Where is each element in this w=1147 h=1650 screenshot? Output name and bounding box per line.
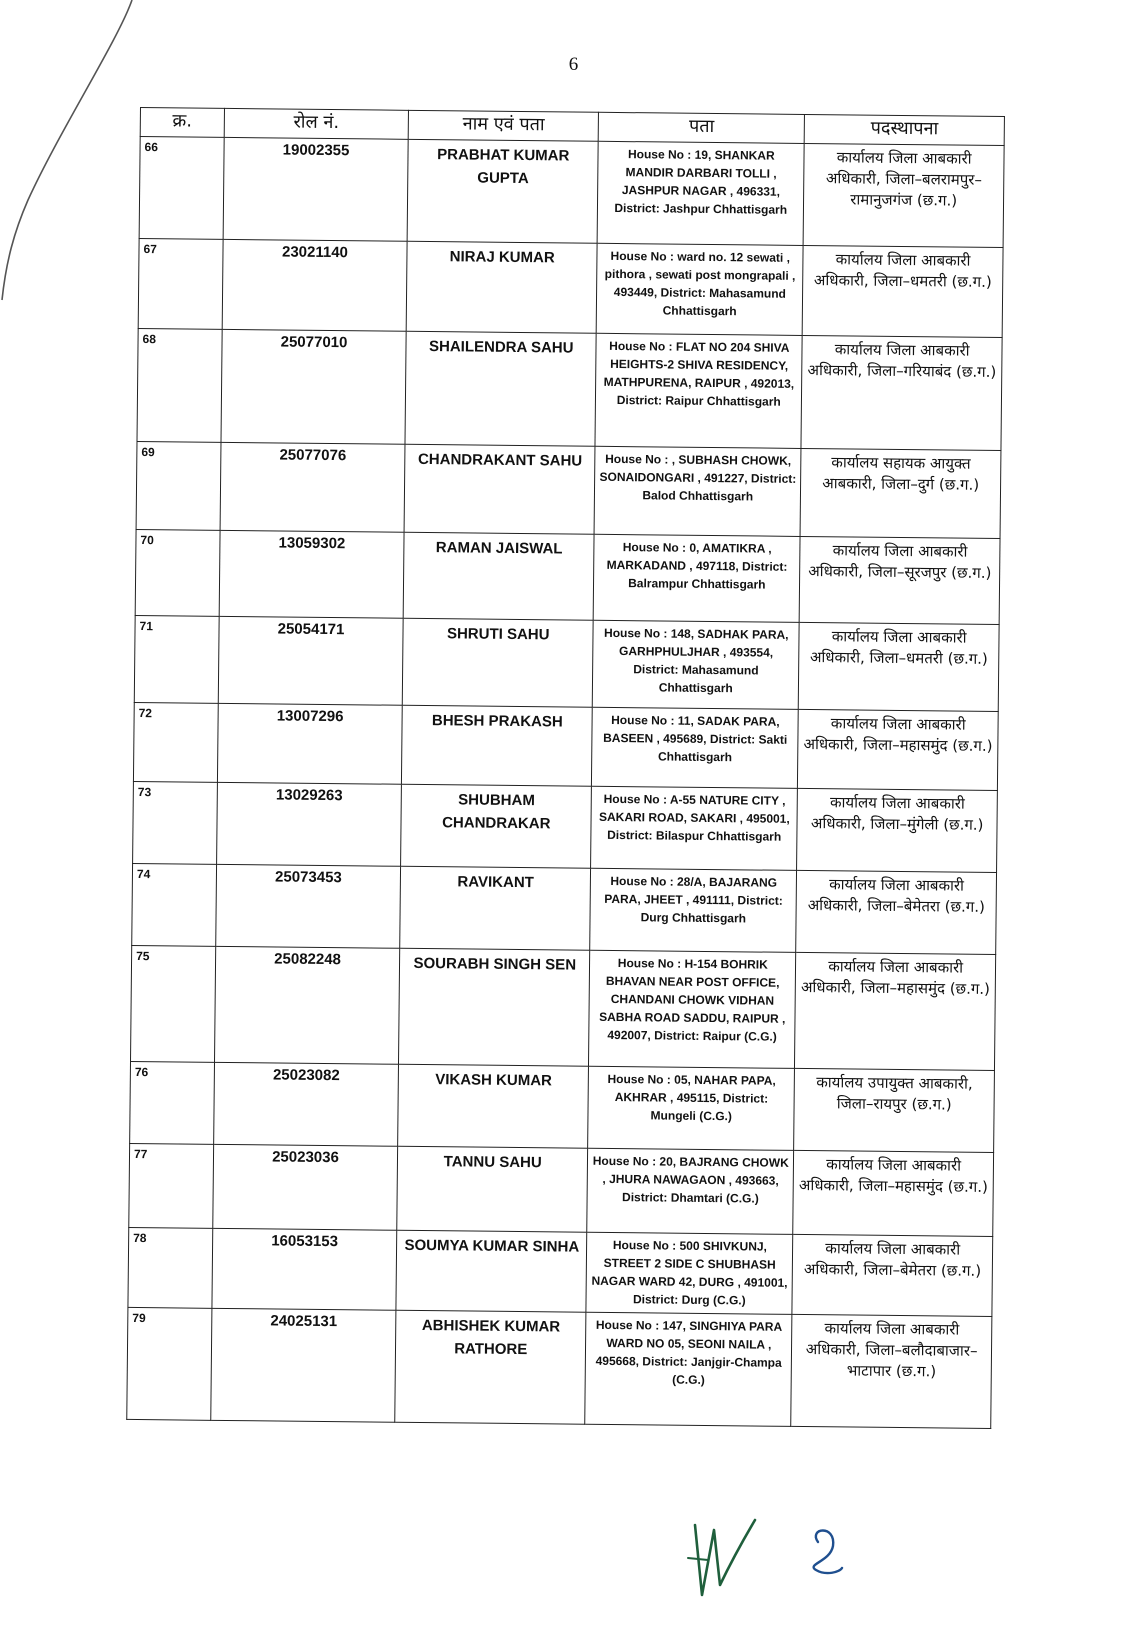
handwritten-signatures xyxy=(680,1500,880,1610)
roll-number-cell: 25082248 xyxy=(214,946,400,1064)
candidate-name-cell: PRABHAT KUMAR GUPTA xyxy=(407,139,598,243)
table-row xyxy=(133,781,998,872)
header-name-address: नाम एवं पता xyxy=(408,110,598,141)
address-cell: House No : A-55 NATURE CITY , SAKARI ROAD, SAKARI , 495001, District: Bilaspur Chhattisgarh xyxy=(591,786,798,870)
roll-number-cell: 19002355 xyxy=(223,137,409,241)
address-cell: House No : H-154 BOHRIK BHAVAN NEAR POST OFFICE, CHANDANI CHOWK VIDHAN SABHA ROAD SADDU, RAIPUR , 492007, District: Raipur (C.G.) xyxy=(589,950,796,1068)
address-cell: House No : 20, BAJRANG CHOWK , JHURA NAWAGAON , 493663, District: Dhamtari (C.G.) xyxy=(587,1148,794,1234)
address-cell: House No : 500 SHIVKUNJ, STREET 2 SIDE C SHUBHASH NAGAR WARD 42, DURG , 491001, District: Durg (C.G.) xyxy=(586,1232,793,1314)
serial-cell: 78 xyxy=(128,1227,213,1308)
roll-number-cell: 13059302 xyxy=(219,530,404,618)
posting-cell: कार्यालय उपायुक्त आबकारी, जिला–रायपुर (छ.ग.) xyxy=(794,1068,995,1152)
header-posting: पदस्थापना xyxy=(804,114,1004,145)
roll-number-cell: 13007296 xyxy=(217,703,402,784)
table-row xyxy=(136,441,1001,538)
candidate-name-cell: RAMAN JAISWAL xyxy=(403,532,594,620)
posting-cell: कार्यालय जिला आबकारी अधिकारी, जिला–महासमुंद (छ.ग.) xyxy=(798,709,998,790)
roll-number-cell: 24025131 xyxy=(210,1308,396,1422)
serial-cell: 73 xyxy=(133,781,218,864)
posting-cell: कार्यालय जिला आबकारी अधिकारी, जिला–बेमेतरा (छ.ग.) xyxy=(792,1234,992,1316)
page-number: 6 xyxy=(568,54,579,75)
serial-cell: 67 xyxy=(138,238,223,329)
table-row xyxy=(137,328,1002,450)
table-row xyxy=(132,863,997,954)
candidate-name-cell: SOURABH SINGH SEN xyxy=(399,948,590,1066)
table-row xyxy=(128,1227,993,1316)
candidate-name-cell: ABHISHEK KUMAR RATHORE xyxy=(395,1310,586,1424)
table-row xyxy=(127,1307,992,1428)
serial-cell: 68 xyxy=(137,328,222,442)
candidate-name-cell: VIKASH KUMAR xyxy=(398,1064,589,1148)
candidate-name-cell: SHUBHAM CHANDRAKAR xyxy=(401,784,592,868)
table-row xyxy=(134,615,999,711)
candidate-name-cell: BHESH PRAKASH xyxy=(402,705,593,786)
posting-cell: कार्यालय सहायक आयुक्त आबकारी, जिला–दुर्ग (छ.ग.) xyxy=(800,448,1001,538)
candidate-name-cell: CHANDRAKANT SAHU xyxy=(404,444,595,534)
table-row xyxy=(129,1143,994,1236)
serial-cell: 69 xyxy=(136,441,221,530)
address-cell: House No : 147, SINGHIYA PARA WARD NO 05, SEONI NAILA , 495668, District: Janjgir-Champa (C.G.) xyxy=(585,1312,792,1426)
posting-cell: कार्यालय जिला आबकारी अधिकारी, जिला–बलरामपुर–रामानुजगंज (छ.ग.) xyxy=(803,143,1004,247)
candidate-name-cell: SHRUTI SAHU xyxy=(403,618,594,707)
posting-cell: कार्यालय जिला आबकारी अधिकारी, जिला–मुंगेली (छ.ग.) xyxy=(797,788,998,872)
roll-number-cell: 13029263 xyxy=(216,782,401,866)
roll-number-cell: 16053153 xyxy=(212,1228,397,1310)
table-row xyxy=(133,702,998,790)
address-cell: House No : 19, SHANKAR MANDIR DARBARI TOLLI , JASHPUR NAGAR , 496331, District: Jashpur Chhattisgarh xyxy=(597,141,804,245)
address-cell: House No : FLAT NO 204 SHIVA HEIGHTS-2 SHIVA RESIDENCY, MATHPURENA, RAIPUR , 492013, District: Raipur Chhattisgarh xyxy=(595,333,802,448)
address-cell: House No : 0, AMATIKRA , MARKADAND , 497118, District: Balrampur Chhattisgarh xyxy=(593,534,800,622)
serial-cell: 74 xyxy=(132,863,217,946)
posting-cell: कार्यालय जिला आबकारी अधिकारी, जिला–धमतरी (छ.ग.) xyxy=(799,622,1000,711)
candidate-name-cell: TANNU SAHU xyxy=(397,1146,588,1232)
serial-cell: 75 xyxy=(131,945,216,1062)
posting-cell: कार्यालय जिला आबकारी अधिकारी, जिला–बलौदाबाजार–भाटापार (छ.ग.) xyxy=(791,1314,992,1428)
roll-number-cell: 25023036 xyxy=(212,1144,397,1230)
roll-number-cell: 25077010 xyxy=(221,329,407,444)
header-address: पता xyxy=(598,112,804,143)
serial-cell: 76 xyxy=(130,1061,215,1144)
header-roll-number: रोल नं. xyxy=(224,108,409,139)
address-cell: House No : , SUBHASH CHOWK, SONAIDONGARI , 491227, District: Balod Chhattisgarh xyxy=(594,446,801,536)
roll-number-cell: 25054171 xyxy=(218,616,403,705)
posting-cell: कार्यालय जिला आबकारी अधिकारी, जिला–गरियाबंद (छ.ग.) xyxy=(801,335,1002,450)
serial-cell: 77 xyxy=(129,1143,214,1228)
posting-cell: कार्यालय जिला आबकारी अधिकारी, जिला–धमतरी (छ.ग.) xyxy=(802,245,1003,337)
posting-cell: कार्यालय जिला आबकारी अधिकारी, जिला–सूरजपुर (छ.ग.) xyxy=(799,536,1000,624)
address-cell: House No : ward no. 12 sewati , pithora , sewati post mongrapali , 493449, District: Mahasamund Chhattisgarh xyxy=(596,243,803,335)
page-edge-curve xyxy=(0,0,140,340)
address-cell: House No : 05, NAHAR PAPA, AKHRAR , 495115, District: Mungeli (C.G.) xyxy=(588,1066,795,1150)
roll-number-cell: 23021140 xyxy=(222,239,408,331)
roll-number-cell: 25077076 xyxy=(220,442,406,532)
serial-cell: 70 xyxy=(135,529,220,616)
candidate-name-cell: SOUMYA KUMAR SINHA xyxy=(396,1230,587,1312)
serial-cell: 72 xyxy=(133,702,218,782)
serial-cell: 79 xyxy=(127,1307,212,1420)
address-cell: House No : 148, SADHAK PARA, GARHPHULJHAR , 493554, District: Mahasamund Chhattisgarh xyxy=(593,620,800,709)
candidate-name-cell: NIRAJ KUMAR xyxy=(406,241,597,333)
address-cell: House No : 11, SADAK PARA, BASEEN , 495689, District: Sakti Chhattisgarh xyxy=(592,707,799,788)
table-row xyxy=(131,945,996,1070)
posting-cell: कार्यालय जिला आबकारी अधिकारी, जिला–बेमेतरा (छ.ग.) xyxy=(796,870,997,954)
posting-cell: कार्यालय जिला आबकारी अधिकारी, जिला–महासमुंद (छ.ग.) xyxy=(795,952,996,1070)
serial-cell: 71 xyxy=(134,615,219,703)
header-serial: क्र. xyxy=(140,108,224,138)
roll-number-cell: 25073453 xyxy=(215,864,400,948)
table-row xyxy=(139,137,1004,248)
table-row xyxy=(130,1061,995,1152)
candidate-name-cell: SHAILENDRA SAHU xyxy=(405,331,596,446)
table-body xyxy=(127,137,1004,1429)
roll-number-cell: 25023082 xyxy=(213,1062,398,1146)
table-row xyxy=(135,529,1000,624)
table-row xyxy=(138,238,1003,337)
serial-cell: 66 xyxy=(139,137,224,240)
posting-table xyxy=(126,107,1005,1429)
posting-cell: कार्यालय जिला आबकारी अधिकारी, जिला–महासमुंद (छ.ग.) xyxy=(793,1150,994,1236)
address-cell: House No : 28/A, BAJARANG PARA, JHEET , 491111, District: Durg Chhattisgarh xyxy=(590,868,797,952)
candidate-name-cell: RAVIKANT xyxy=(400,866,591,950)
